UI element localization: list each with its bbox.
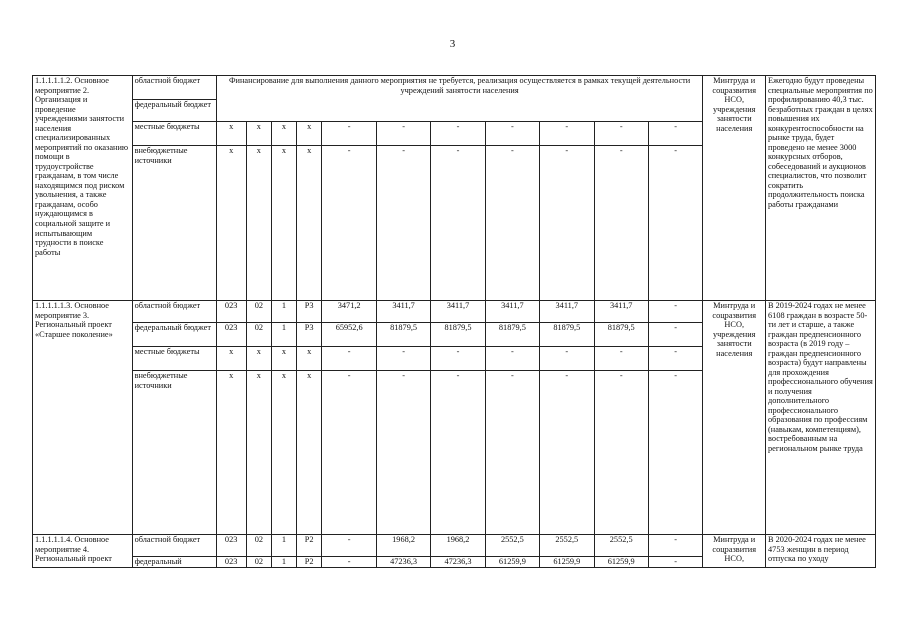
activity-description: 1.1.1.1.1.3. Основное мероприятие 3. Региональный проект «Старшее поколение» — [33, 301, 133, 535]
cell: x — [246, 122, 272, 146]
cell: 1 — [272, 301, 297, 323]
program-activities-table — [32, 75, 876, 568]
cell: 2552,5 — [594, 535, 648, 557]
cell: 3411,7 — [540, 301, 594, 323]
cell: 3411,7 — [376, 301, 430, 323]
cell: - — [376, 146, 430, 301]
cell: 2552,5 — [485, 535, 539, 557]
cell: - — [322, 371, 376, 535]
cell: 3411,7 — [485, 301, 539, 323]
cell: 81879,5 — [485, 323, 539, 347]
cell: - — [485, 122, 539, 146]
cell: 1968,2 — [376, 535, 430, 557]
cell: - — [485, 347, 539, 371]
cell: - — [322, 535, 376, 557]
cell: x — [216, 371, 246, 535]
cell: - — [648, 146, 703, 301]
responsible-executor: Минтруда и соцразвития НСО, — [703, 535, 766, 568]
cell: - — [431, 347, 485, 371]
cell: 81879,5 — [540, 323, 594, 347]
page-number: 3 — [449, 38, 456, 50]
funding-source: областной бюджет — [132, 301, 216, 323]
cell: x — [296, 122, 322, 146]
cell: 1 — [272, 557, 297, 568]
cell: x — [272, 371, 297, 535]
cell: x — [272, 146, 297, 301]
cell: 02 — [246, 323, 272, 347]
cell: x — [246, 146, 272, 301]
cell: 61259,9 — [485, 557, 539, 568]
cell: 1 — [272, 323, 297, 347]
cell: x — [216, 146, 246, 301]
cell: 023 — [216, 301, 246, 323]
responsible-executor: Минтруда и соцразвития НСО, учреждения занятости населения — [703, 76, 766, 301]
cell: P2 — [296, 535, 322, 557]
cell: - — [648, 323, 703, 347]
cell: - — [431, 146, 485, 301]
cell: 47236,3 — [431, 557, 485, 568]
funding-source: федеральный бюджет — [132, 323, 216, 347]
cell: - — [648, 557, 703, 568]
cell: x — [296, 146, 322, 301]
cell: - — [485, 371, 539, 535]
cell: 61259,9 — [540, 557, 594, 568]
cell: - — [648, 347, 703, 371]
cell: - — [540, 347, 594, 371]
cell: - — [376, 371, 430, 535]
activity-description: 1.1.1.1.1.4. Основное мероприятие 4. Региональный проект — [33, 535, 133, 568]
expected-result: В 2019-2024 годах не менее 6108 граждан в возрасте 50-ти лет и старше, а также граждан предпенсионного возраста (в 2019 году – граждан предпенсионного возраста) будут направлены для прохождения профессионального обучения и получения дополнительного профессионального образования по профессиям (навыкам, компетенциям), востребованным на региональном рынке труда — [766, 301, 876, 535]
cell: 3411,7 — [431, 301, 485, 323]
cell: - — [485, 146, 539, 301]
cell: x — [216, 347, 246, 371]
cell: - — [322, 122, 376, 146]
cell: 023 — [216, 557, 246, 568]
cell: 02 — [246, 535, 272, 557]
cell: - — [376, 122, 430, 146]
cell: 1968,2 — [431, 535, 485, 557]
cell: x — [246, 347, 272, 371]
cell: 2552,5 — [540, 535, 594, 557]
cell: 65952,6 — [322, 323, 376, 347]
cell: 023 — [216, 323, 246, 347]
funding-source: федеральный — [132, 557, 216, 568]
cell: x — [216, 122, 246, 146]
cell: 1 — [272, 535, 297, 557]
cell: - — [431, 122, 485, 146]
cell: - — [376, 347, 430, 371]
cell: 023 — [216, 535, 246, 557]
cell: - — [540, 371, 594, 535]
funding-source: областной бюджет — [132, 535, 216, 557]
funding-source: местные бюджеты — [132, 122, 216, 146]
financing-note: Финансирование для выполнения данного мероприятия не требуется, реализация осуществляется в рамках текущей деятельности учреждений занятости населения — [216, 76, 703, 122]
cell: - — [648, 301, 703, 323]
funding-source: внебюджетные источники — [132, 146, 216, 301]
cell: - — [594, 122, 648, 146]
cell: 61259,9 — [594, 557, 648, 568]
cell: 81879,5 — [376, 323, 430, 347]
activity-description: 1.1.1.1.1.2. Основное мероприятие 2. Организация и проведение учреждениями занятости населения специализированных мероприятий по оказанию помощи в трудоустройстве гражданам, в том числе находящимся под риском увольнения, а также гражданам, особо нуждающимся в социальной защите и испытывающим трудности в поиске работы — [33, 76, 133, 301]
cell: - — [648, 535, 703, 557]
responsible-executor: Минтруда и соцразвития НСО, учреждения занятости населения — [703, 301, 766, 535]
cell: P3 — [296, 323, 322, 347]
cell: P3 — [296, 301, 322, 323]
cell: - — [648, 371, 703, 535]
cell: - — [322, 146, 376, 301]
expected-result: В 2020-2024 годах не менее 4753 женщин в период отпуска по уходу — [766, 535, 876, 568]
cell: 02 — [246, 557, 272, 568]
cell: - — [594, 347, 648, 371]
cell: - — [322, 557, 376, 568]
expected-result: Ежегодно будут проведены специальные мероприятия по профилированию 40,3 тыс. безработных граждан в целях повышения их конкурентоспособности на рынке труда, будет проведено не менее 3000 конкурсных отборов, собеседований и аукционов специалистов, что позволит сократить продолжительность поиска работы гражданами — [766, 76, 876, 301]
cell: - — [594, 371, 648, 535]
cell: 47236,3 — [376, 557, 430, 568]
cell: x — [296, 371, 322, 535]
table-row — [33, 535, 876, 557]
cell: 3471,2 — [322, 301, 376, 323]
funding-source: местные бюджеты — [132, 347, 216, 371]
cell: - — [322, 347, 376, 371]
cell: - — [594, 146, 648, 301]
cell: - — [648, 122, 703, 146]
cell: 81879,5 — [431, 323, 485, 347]
cell: 81879,5 — [594, 323, 648, 347]
cell: x — [246, 371, 272, 535]
funding-source: внебюджетные источники — [132, 371, 216, 535]
cell: x — [296, 347, 322, 371]
table-row — [33, 301, 876, 323]
cell: - — [431, 371, 485, 535]
funding-source: федеральный бюджет — [132, 100, 216, 122]
funding-source: областной бюджет — [132, 76, 216, 100]
cell: - — [540, 146, 594, 301]
cell: 3411,7 — [594, 301, 648, 323]
cell: - — [540, 122, 594, 146]
table-row — [33, 76, 876, 100]
cell: x — [272, 347, 297, 371]
cell: 02 — [246, 301, 272, 323]
cell: P2 — [296, 557, 322, 568]
cell: x — [272, 122, 297, 146]
